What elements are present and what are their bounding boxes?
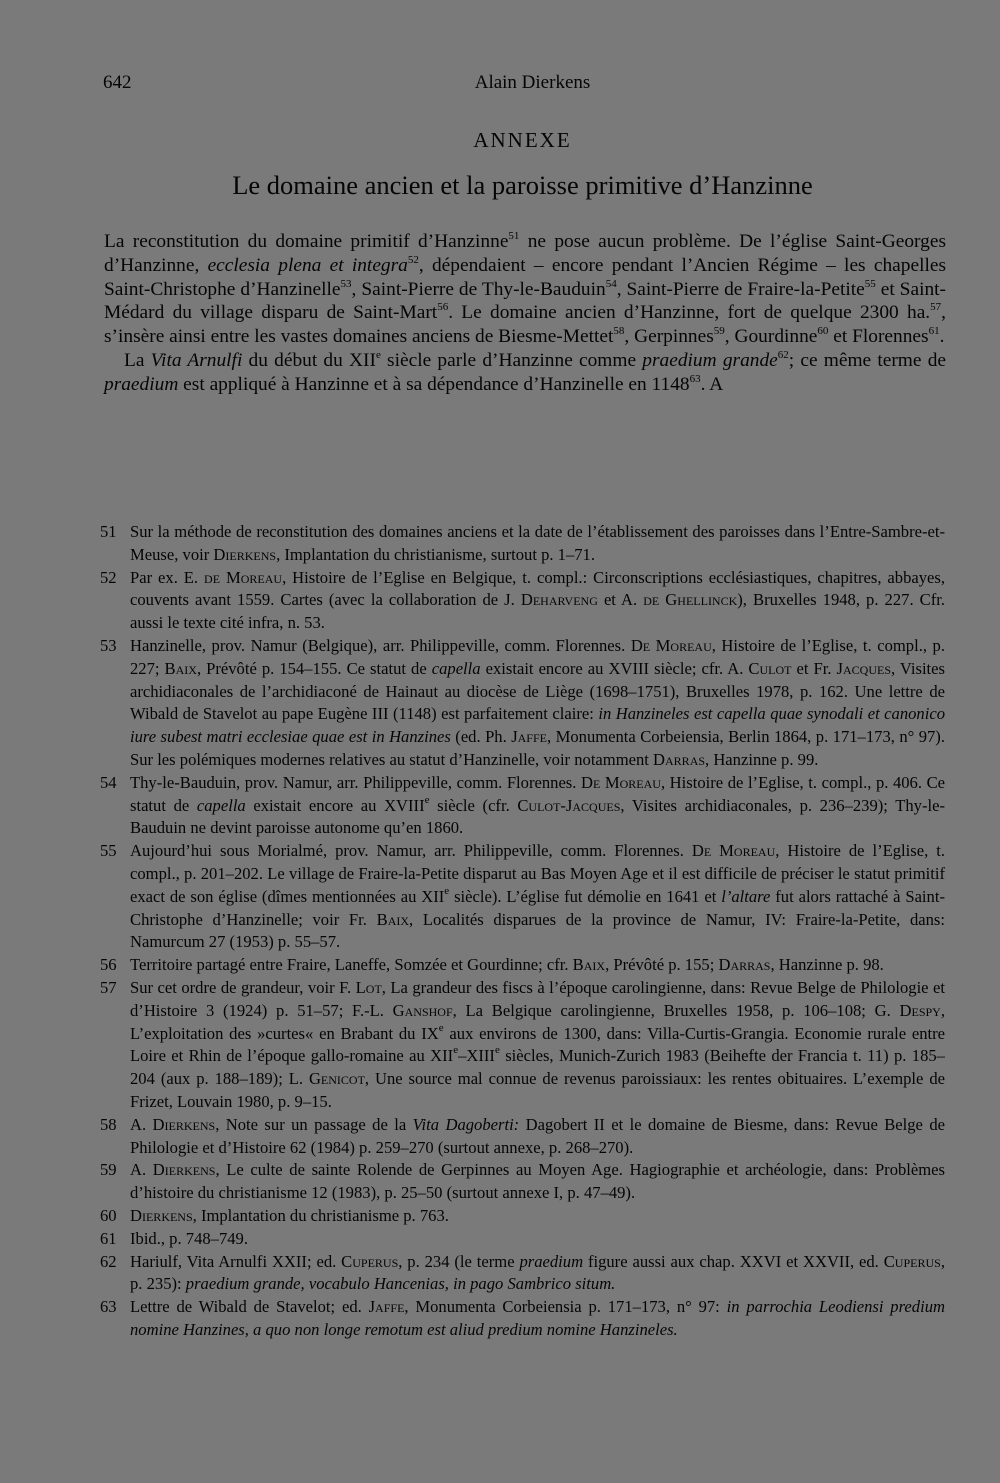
footnote-text (130, 1159, 945, 1205)
text-run: Aujourd’hui sous Morialmé, prov. Namur, arr. Philippeville, comm. Florennes. (130, 841, 692, 861)
text-run: , Hanzinne p. 99. (705, 749, 819, 769)
text-run: , Monumenta Corbeiensia, Berlin 1864, p. 171–173, n° 97). Sur les polémiques modernes relatives au statut d’Hanzinelle, voir notamment (130, 727, 945, 769)
author-name: Jacques (836, 658, 892, 678)
text-run: , Hanzinne p. 98. (770, 955, 884, 975)
footnote-number: 59 (100, 1160, 117, 1180)
text-run: Dagobert II et le domaine de Biesme, dans: Revue Belge de Philologie et d’Histoire 62 (1984) p. 259–270 (surtout annexe, p. 268–270). (130, 1114, 945, 1157)
superscript: e (453, 1044, 459, 1057)
text-run: , Une source mal connue de revenus paroissiaux: les rentes obituaires. L’exemple de Frizet, Louvain 1980, p. 9–15. (130, 1069, 945, 1111)
text-run: aux environs de 1300, dans: Villa-Curtis-Grangia. Economie rurale entre Loire et Rhin de l’époque gallo-romaine au XII (130, 1023, 946, 1066)
author-name: Cuperus (341, 1251, 399, 1271)
footnote-number: 60 (100, 1205, 117, 1225)
author-name: De Moreau (581, 772, 661, 792)
text-run: est appliqué à Hanzinne et à sa dépendance d’Hanzinelle en 1148 (178, 373, 690, 395)
footnote-57 (100, 977, 945, 1114)
text-run: existait encore au XVIII siècle; cfr. A. (480, 658, 749, 678)
text-run: , Gourdinne (724, 326, 818, 348)
footnote-number: 58 (100, 1114, 117, 1134)
italic-run: praedium grande (642, 349, 778, 371)
section-label: ANNEXE (473, 128, 572, 152)
superscript: e (438, 1021, 444, 1034)
author-name: Dierkens (152, 1114, 216, 1134)
footnote-text (130, 1228, 945, 1251)
text-run: –XIII (458, 1046, 495, 1066)
author-name: Genicot (308, 1069, 365, 1089)
text-run: siècle (cfr. (429, 795, 518, 815)
superscript: e (424, 793, 430, 806)
italic-run: in parrochia Leodiensi predium nomine Hanzines, a quo non longe remotum est aliud predium nomine Hanzineles. (130, 1297, 945, 1339)
text-run: , Le culte de sainte Rolende de Gerpinnes au Moyen Age. Hagiographie et archéologie, dans: Problèmes d’histoire du christianisme 12 (1983), p. 25–50 (surtout annexe I, p. 47–49). (130, 1160, 946, 1203)
superscript: e (494, 1044, 500, 1057)
author-name: De Moreau (630, 635, 712, 655)
italic-run: in Hanzineles est capella quae synodali et canonico iure subest matri ecclesiae quae est in Hanzines (130, 704, 945, 747)
text-run: siècle parle d’Hanzinne comme (380, 349, 643, 371)
footnote-ref: 55 (864, 277, 876, 290)
footnote-number: 61 (100, 1228, 117, 1248)
footnote-ref: 51 (508, 230, 520, 242)
author-name: Baix (376, 909, 410, 929)
text-run: . A (700, 373, 724, 395)
footnote-ref: 58 (613, 325, 625, 338)
text-run: , Histoire de l’Eglise en Belgique, t. compl.: Circonscriptions ecclésiastiques, chapitres, abbayes, couvents avant 1559. Cartes (avec la collaboration de J. (130, 567, 946, 610)
footnote-52 (100, 567, 945, 635)
italic-run: praedium grande, vocabulo Hancenias, in pago Sambrico situm. (185, 1274, 616, 1294)
footnote-text (130, 1251, 945, 1297)
text-run: Thy-le-Bauduin, prov. Namur, arr. Philippeville, comm. Florennes. (130, 772, 581, 792)
author-name: Dierkens (213, 544, 277, 564)
text-run: Par ex. E. (130, 567, 205, 587)
footnote-text (130, 635, 945, 772)
footnote-51 (100, 521, 945, 567)
footnotes (100, 521, 945, 1342)
footnote-number: 56 (100, 955, 117, 975)
text-run: Hariulf, Vita Arnulfi XXII; ed. (130, 1251, 342, 1271)
text-run: figure aussi aux chap. XXVI et XXVII, ed. (583, 1251, 884, 1271)
paragraph-1 (104, 230, 946, 349)
author-name: Culot-Jacques (517, 795, 621, 815)
footnote-63 (100, 1296, 945, 1342)
italic-run: Vita Arnulfi (150, 349, 243, 371)
text-run: . Le domaine ancien d’Hanzinne, fort de quelque 2300 ha. (448, 302, 931, 324)
text-run: , Gerpinnes (624, 326, 714, 348)
text-run: , Saint-Pierre de Fraire-la-Petite (616, 278, 865, 300)
paragraph-2 (104, 349, 946, 397)
text-run: , La grandeur des fiscs à l’époque carolingienne, dans: Revue Belge de Philologie et d’Histoire 3 (1924) p. 51–57; F.-L. (130, 977, 945, 1020)
text-run: , s’insère ainsi entre les vastes domaines anciens de Biesme-Mettet (104, 302, 947, 348)
italic-run: Vita Dagoberti: (412, 1114, 520, 1134)
author-name: Despy (899, 1000, 941, 1020)
author-name: Dierkens (152, 1160, 216, 1180)
author-name: Culot (748, 658, 792, 678)
footnote-text (130, 977, 945, 1114)
footnote-55 (100, 840, 945, 954)
text-run: fut alors rattaché à Saint-Christophe d’Hanzinelle; voir Fr. (130, 886, 945, 929)
section-title: Le domaine ancien et la paroisse primitive d’Hanzinne (232, 170, 813, 200)
footnote-ref: 63 (689, 372, 701, 385)
text-run: Hanzinelle, prov. Namur (Belgique), arr. Philippeville, comm. Florennes. (130, 635, 631, 655)
text-run: Territoire partagé entre Fraire, Laneffe, Somzée et Gourdinne; cfr. (130, 955, 573, 975)
italic-run: praedium (519, 1251, 584, 1271)
text-run: , Saint-Pierre de Thy-le-Bauduin (351, 278, 606, 300)
footnote-number: 52 (100, 567, 117, 587)
text-run: , L’exploitation des »curtes« en Brabant du IX (130, 1000, 945, 1043)
text-run: existait encore au XVIII (245, 795, 425, 815)
footnote-ref: 60 (817, 325, 829, 338)
footnote-text (130, 1296, 945, 1342)
text-run: siècle). L’église fut démolie en 1641 et (449, 886, 722, 906)
text-run: ), Bruxelles 1948, p. 227. Cfr. aussi le texte cité infra, n. 53. (130, 590, 945, 633)
footnote-number: 57 (100, 977, 117, 997)
text-run: Ibid., p. 748–749. (130, 1228, 248, 1248)
author-name: Dierkens (130, 1205, 193, 1225)
footnote-ref: 54 (605, 277, 617, 290)
footnote-56 (100, 954, 945, 977)
footnote-text (130, 521, 945, 567)
text-run: . (939, 326, 945, 348)
author-name: Deharveng (520, 590, 598, 610)
text-run: Sur cet ordre de grandeur, voir F. (130, 977, 356, 997)
text-run: du début du XII (242, 349, 376, 371)
author-name: de Ghellinck (643, 590, 738, 610)
text-run: , Localités disparues de la province de Namur, IV: Fraire-la-Petite, dans: Namurcum 27 (1953) p. 55–57. (130, 909, 946, 952)
footnote-number: 53 (100, 635, 117, 655)
text-run: , p. 235): (130, 1251, 945, 1294)
text-run: , Monumenta Corbeiensia p. 171–173, n° 97: (404, 1297, 727, 1317)
text-run: La (124, 349, 151, 371)
text-run: , Histoire de l’Eglise, t. compl., p. 406. Ce statut de (130, 772, 945, 815)
text-run: , dépendaient – encore pendant l’Ancien Régime – les chapelles Saint-Christophe d’Hanzinelle (104, 254, 946, 300)
text-run: ne pose aucun problème. De l’église Saint-Georges d’Hanzinne, (104, 231, 946, 276)
text-run: (ed. Ph. (450, 727, 512, 747)
author-name: Lot (355, 977, 382, 997)
running-head-author: Alain Dierkens (474, 72, 591, 93)
text-run: , Implantation du christianisme p. 763. (192, 1205, 449, 1225)
footnote-53 (100, 635, 945, 772)
footnote-text (130, 840, 945, 954)
footnote-number: 51 (100, 522, 117, 541)
text-run: , Visites archidiaconales, p. 236–239); Thy-le-Bauduin ne devint paroisse autonome qu’en 1860. (130, 795, 945, 838)
author-name: Darras (653, 749, 706, 769)
footnote-number: 63 (100, 1297, 117, 1317)
text-run: et Fr. (791, 658, 837, 678)
text-run: , La Belgique carolingienne, Bruxelles 1958, p. 106–108; G. (452, 1000, 900, 1020)
footnote-number: 62 (100, 1251, 117, 1271)
text-run: Sur la méthode de reconstitution des domaines anciens et la date de l’établissement des paroisses dans l’Entre-Sambre-et-Meuse, voir (130, 522, 945, 564)
author-name: Darras (718, 955, 771, 975)
footnote-60 (100, 1205, 945, 1228)
footnote-text (130, 567, 945, 635)
author-name: De Moreau (691, 841, 776, 861)
author-name: de Moreau (204, 567, 283, 587)
footnote-text (130, 954, 945, 977)
text-run: , Implantation du christianisme, surtout p. 1–71. (276, 544, 596, 564)
footnote-ref: 59 (713, 325, 725, 338)
text-run: , Histoire de l’Eglise, t. compl., p. 227; (130, 635, 945, 678)
italic-run: praedium (104, 373, 179, 395)
author-name: Cuperus (883, 1251, 941, 1271)
footnote-text (130, 772, 945, 840)
superscript: e (375, 348, 381, 361)
footnote-text (130, 1205, 945, 1228)
text-run: , Prévôté p. 154–155. Ce statut de (196, 658, 432, 678)
text-run: et Florennes (828, 326, 929, 348)
body-text (104, 230, 946, 397)
text-run: A. (130, 1114, 153, 1134)
author-name: Ganshof (392, 1000, 453, 1020)
author-name: Baix (572, 955, 606, 975)
footnote-54 (100, 772, 945, 840)
text-run: , p. 234 (le terme (398, 1251, 520, 1271)
footnote-ref: 53 (340, 277, 352, 290)
text-run: , Histoire de l’Eglise, t. compl., p. 201–202. Le village de Fraire-la-Petite disparut au Bas Moyen Age et il est difficile de préciser le statut primitif exact de son église (dîmes mentionnées au XII (130, 841, 945, 906)
footnote-ref: 62 (777, 348, 789, 361)
text-run: , Visites archidiaconales de l’archidiaconé de Hainaut au diocèse de Liège (1698–1751), Bruxelles 1978, p. 162. Une lettre de Wibald de Stavelot au pape Eugène III (1148) est parfaitement claire: (130, 658, 945, 724)
text-run: et A. (597, 590, 644, 610)
footnote-ref: 56 (437, 301, 449, 314)
text-run: et Saint-Médard du village disparu de Saint-Mart (104, 278, 946, 324)
footnote-ref: 57 (930, 301, 942, 314)
page-header (103, 72, 942, 102)
text-run: La reconstitution du domaine primitif d’Hanzinne (104, 231, 509, 252)
footnote-62 (100, 1251, 945, 1297)
italic-run: ecclesia plena et integra (207, 254, 408, 276)
text-run: ; ce même terme de (788, 349, 947, 371)
author-name: Jaffe (511, 727, 547, 747)
page-number: 642 (103, 72, 132, 93)
footnote-ref: 52 (407, 253, 419, 266)
footnote-58 (100, 1114, 945, 1160)
superscript: e (444, 884, 450, 897)
footnote-ref: 61 (928, 325, 940, 338)
text-run: Lettre de Wibald de Stavelot; ed. (130, 1297, 369, 1317)
text-run: , Note sur un passage de la (215, 1114, 413, 1134)
italic-run: l’altare (721, 886, 771, 906)
footnote-number: 55 (100, 841, 117, 861)
footnote-61 (100, 1228, 945, 1251)
footnote-59 (100, 1159, 945, 1205)
author-name: Jaffe (368, 1297, 405, 1317)
text-run: siècles, Munich-Zurich 1983 (Beihefte der Francia t. 11) p. 185–204 (aux p. 188–189); L. (130, 1046, 945, 1089)
footnote-text (130, 1114, 945, 1160)
italic-run: capella (431, 658, 481, 678)
text-run: A. (130, 1160, 153, 1180)
italic-run: capella (196, 795, 246, 815)
author-name: Baix (164, 658, 197, 678)
footnote-number: 54 (100, 772, 117, 792)
text-run: , Prévôté p. 155; (605, 955, 719, 975)
